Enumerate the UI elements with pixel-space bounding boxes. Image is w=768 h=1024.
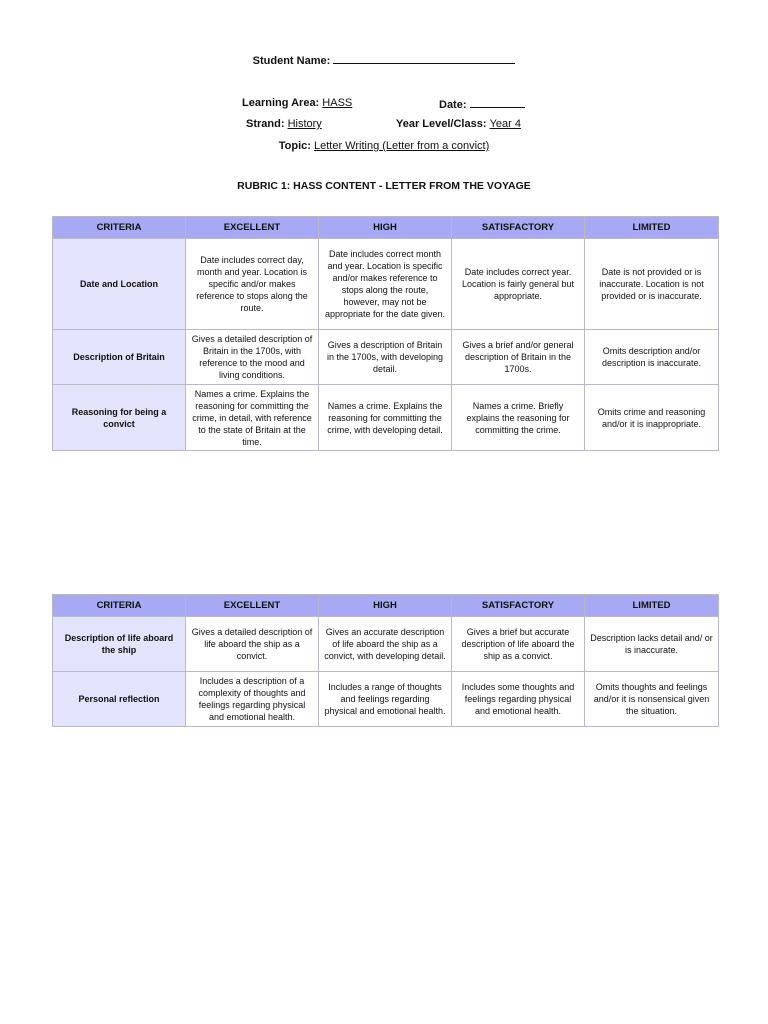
criteria-cell: Description of Britain bbox=[53, 330, 186, 385]
date-label: Date: bbox=[439, 99, 467, 111]
limited-cell: Description lacks detail and/ or is inaccurate. bbox=[585, 617, 719, 672]
high-cell: Gives a description of Britain in the 1700s, with developing detail. bbox=[319, 330, 452, 385]
header-criteria: CRITERIA bbox=[53, 217, 186, 239]
criteria-cell: Reasoning for being a convict bbox=[53, 385, 186, 451]
topic-label: Topic: bbox=[278, 140, 311, 152]
header-satisfactory: SATISFACTORY bbox=[452, 595, 585, 617]
student-name-line bbox=[0, 53, 768, 67]
table-row bbox=[53, 239, 719, 330]
topic-line bbox=[0, 140, 768, 152]
rubric-table-1 bbox=[52, 216, 719, 451]
table-row bbox=[53, 330, 719, 385]
student-name-blank[interactable] bbox=[333, 53, 515, 64]
header-excellent: EXCELLENT bbox=[186, 595, 319, 617]
student-name-label: Student Name: bbox=[252, 55, 331, 67]
table-header-row bbox=[53, 217, 719, 239]
header-satisfactory: SATISFACTORY bbox=[452, 217, 585, 239]
limited-cell: Omits description and/or description is inaccurate. bbox=[585, 330, 719, 385]
strand-line bbox=[246, 118, 322, 130]
limited-cell: Date is not provided or is inaccurate. Location is not provided or is inaccurate. bbox=[585, 239, 719, 330]
high-cell: Gives an accurate description of life aboard the ship as a convict, with developing detail. bbox=[319, 617, 452, 672]
rubric-title: RUBRIC 1: HASS CONTENT - LETTER FROM THE VOYAGE bbox=[237, 180, 531, 192]
criteria-cell: Date and Location bbox=[53, 239, 186, 330]
header-limited: LIMITED bbox=[585, 217, 719, 239]
excellent-cell: Names a crime. Explains the reasoning for committing the crime, in detail, with reference to the state of Britain at the time. bbox=[186, 385, 319, 451]
high-cell: Includes a range of thoughts and feelings regarding physical and emotional health. bbox=[319, 672, 452, 727]
excellent-cell: Gives a detailed description of Britain in the 1700s, with reference to the mood and living conditions. bbox=[186, 330, 319, 385]
header-high: HIGH bbox=[319, 595, 452, 617]
high-cell: Date includes correct month and year. Location is specific and/or makes reference to stops along the route, however, may not be appropriate for the date given. bbox=[319, 239, 452, 330]
header-excellent: EXCELLENT bbox=[186, 217, 319, 239]
year-level-label: Year Level/Class: bbox=[396, 118, 487, 130]
criteria-cell: Personal reflection bbox=[53, 672, 186, 727]
excellent-cell: Date includes correct day, month and year. Location is specific and/or makes reference to stops along the route. bbox=[186, 239, 319, 330]
satisfactory-cell: Includes some thoughts and feelings regarding physical and emotional health. bbox=[452, 672, 585, 727]
rubric-table-2 bbox=[52, 594, 719, 727]
satisfactory-cell: Names a crime. Briefly explains the reasoning for committing the crime. bbox=[452, 385, 585, 451]
satisfactory-cell: Date includes correct year. Location is fairly general but appropriate. bbox=[452, 239, 585, 330]
date-line bbox=[439, 97, 525, 111]
header-criteria: CRITERIA bbox=[53, 595, 186, 617]
high-cell: Names a crime. Explains the reasoning for committing the crime, with developing detail. bbox=[319, 385, 452, 451]
year-level-value: Year 4 bbox=[489, 118, 521, 130]
satisfactory-cell: Gives a brief but accurate description of life aboard the ship as a convict. bbox=[452, 617, 585, 672]
satisfactory-cell: Gives a brief and/or general description of Britain in the 1700s. bbox=[452, 330, 585, 385]
learning-area-line bbox=[242, 97, 352, 109]
excellent-cell: Includes a description of a complexity of thoughts and feelings regarding physical and emotional health. bbox=[186, 672, 319, 727]
header-limited: LIMITED bbox=[585, 595, 719, 617]
date-blank[interactable] bbox=[470, 97, 525, 108]
learning-area-label: Learning Area: bbox=[242, 97, 320, 109]
limited-cell: Omits thoughts and feelings and/or it is nonsensical given the situation. bbox=[585, 672, 719, 727]
topic-value: Letter Writing (Letter from a convict) bbox=[314, 140, 490, 152]
table-row bbox=[53, 385, 719, 451]
strand-value: History bbox=[287, 118, 322, 130]
learning-area-value: HASS bbox=[322, 97, 353, 109]
table-row bbox=[53, 672, 719, 727]
limited-cell: Omits crime and reasoning and/or it is inappropriate. bbox=[585, 385, 719, 451]
header-high: HIGH bbox=[319, 217, 452, 239]
table-row bbox=[53, 617, 719, 672]
strand-label: Strand: bbox=[246, 118, 285, 130]
year-level-line bbox=[396, 118, 521, 130]
table-header-row bbox=[53, 595, 719, 617]
criteria-cell: Description of life aboard the ship bbox=[53, 617, 186, 672]
excellent-cell: Gives a detailed description of life aboard the ship as a convict. bbox=[186, 617, 319, 672]
